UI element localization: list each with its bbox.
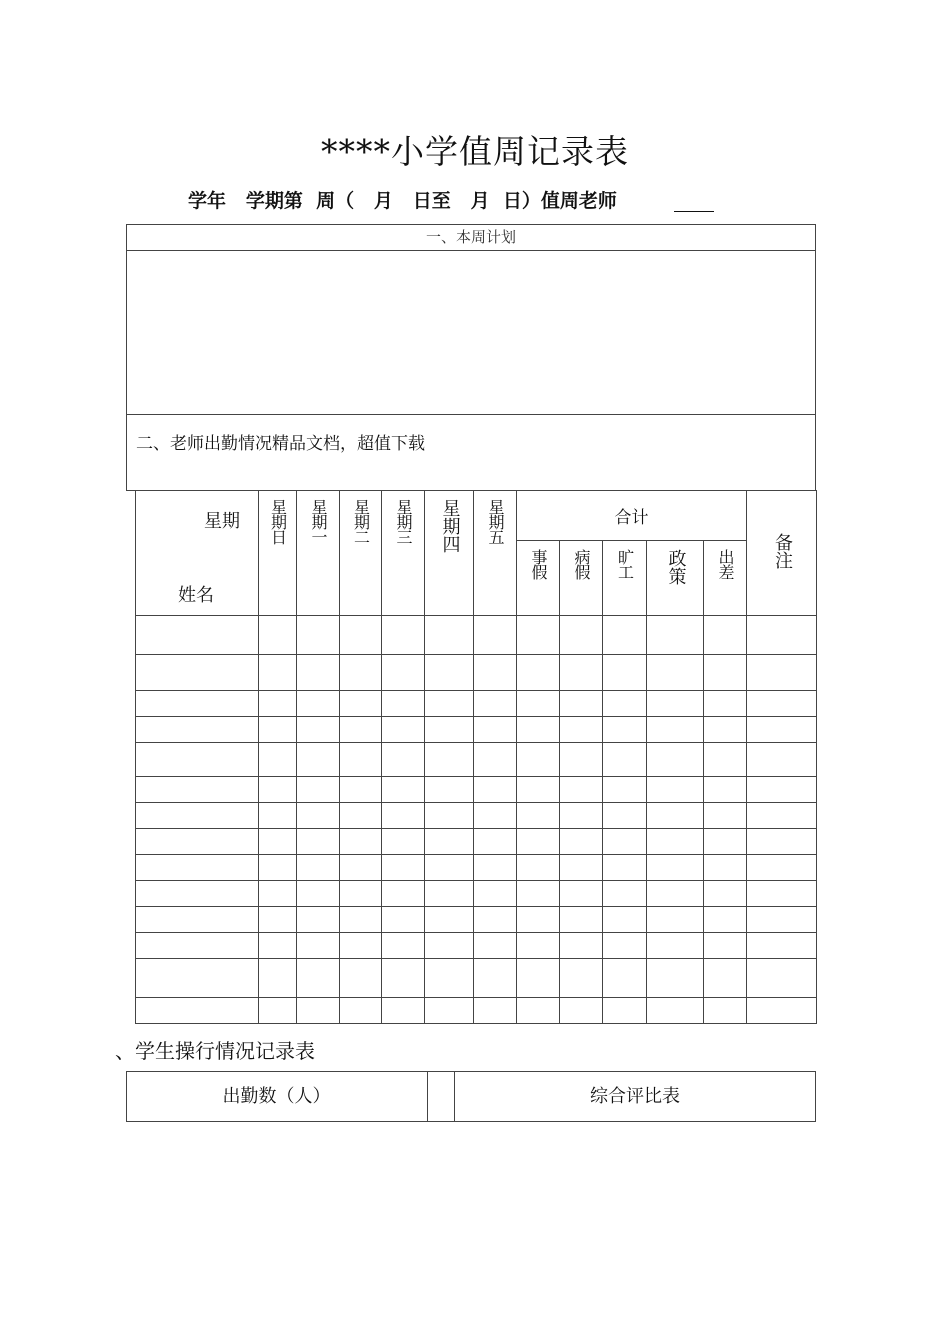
attendance-cell[interactable]	[425, 907, 474, 933]
table-row	[136, 855, 817, 881]
attendance-cell[interactable]	[425, 933, 474, 959]
attendance-count-label: 出勤数（人）	[222, 1086, 331, 1107]
attendance-cell[interactable]	[747, 998, 817, 1024]
attendance-cell[interactable]	[704, 855, 747, 881]
attendance-cell[interactable]	[340, 881, 382, 907]
attendance-cell[interactable]	[560, 717, 603, 743]
attendance-cell[interactable]	[747, 777, 817, 803]
attendance-cell[interactable]	[704, 881, 747, 907]
attendance-cell[interactable]	[297, 717, 340, 743]
attendance-cell[interactable]	[340, 933, 382, 959]
attendance-cell[interactable]	[425, 959, 474, 998]
attendance-cell[interactable]	[259, 881, 297, 907]
teacher-name-cell[interactable]	[136, 881, 259, 907]
attendance-cell[interactable]	[704, 616, 747, 655]
attendance-cell[interactable]	[704, 803, 747, 829]
teacher-name-cell[interactable]	[136, 855, 259, 881]
header-day-sunday: 星期日	[259, 491, 297, 616]
attendance-cell[interactable]	[474, 616, 517, 655]
attendance-cell[interactable]	[425, 655, 474, 691]
table-row	[136, 803, 817, 829]
attendance-cell[interactable]	[297, 803, 340, 829]
attendance-cell[interactable]	[297, 616, 340, 655]
attendance-cell[interactable]	[340, 829, 382, 855]
attendance-cell[interactable]	[340, 803, 382, 829]
attendance-cell[interactable]	[517, 717, 560, 743]
attendance-cell[interactable]	[704, 743, 747, 777]
attendance-cell[interactable]	[382, 881, 425, 907]
attendance-cell[interactable]	[603, 743, 647, 777]
attendance-cell[interactable]	[259, 777, 297, 803]
attendance-cell[interactable]	[297, 959, 340, 998]
attendance-cell[interactable]	[382, 691, 425, 717]
teacher-name-cell[interactable]	[136, 743, 259, 777]
attendance-cell[interactable]	[603, 803, 647, 829]
table-row	[136, 933, 817, 959]
attendance-cell[interactable]	[647, 881, 704, 907]
attendance-cell[interactable]	[517, 959, 560, 998]
attendance-cell[interactable]	[603, 655, 647, 691]
attendance-cell[interactable]	[425, 998, 474, 1024]
attendance-cell[interactable]	[560, 829, 603, 855]
weekly-plan-heading: 一、本周计划	[126, 224, 816, 251]
attendance-cell[interactable]	[340, 777, 382, 803]
attendance-cell[interactable]	[560, 616, 603, 655]
attendance-cell[interactable]	[474, 743, 517, 777]
attendance-cell[interactable]	[259, 933, 297, 959]
teacher-attendance-table	[135, 490, 817, 1024]
table-row	[136, 616, 817, 655]
attendance-cell[interactable]	[382, 777, 425, 803]
teacher-name-cell[interactable]	[136, 829, 259, 855]
attendance-cell[interactable]	[517, 655, 560, 691]
attendance-cell[interactable]	[747, 743, 817, 777]
attendance-cell[interactable]	[340, 717, 382, 743]
attendance-cell[interactable]	[340, 655, 382, 691]
attendance-cell[interactable]	[340, 743, 382, 777]
attendance-cell[interactable]	[603, 998, 647, 1024]
attendance-cell[interactable]	[474, 691, 517, 717]
attendance-cell[interactable]	[560, 959, 603, 998]
attendance-cell[interactable]	[647, 777, 704, 803]
attendance-cell[interactable]	[560, 777, 603, 803]
attendance-cell[interactable]	[560, 881, 603, 907]
table-row	[136, 907, 817, 933]
attendance-cell[interactable]	[603, 829, 647, 855]
attendance-cell[interactable]	[747, 855, 817, 881]
attendance-cell[interactable]	[259, 691, 297, 717]
attendance-cell[interactable]	[517, 855, 560, 881]
teacher-name-cell[interactable]	[136, 691, 259, 717]
attendance-cell[interactable]	[297, 655, 340, 691]
attendance-cell[interactable]	[382, 933, 425, 959]
attendance-cell[interactable]	[704, 933, 747, 959]
attendance-cell[interactable]	[474, 881, 517, 907]
header-absence: 旷工	[603, 541, 647, 616]
table-row	[136, 743, 817, 777]
attendance-cell[interactable]	[560, 691, 603, 717]
attendance-cell[interactable]	[603, 691, 647, 717]
attendance-cell[interactable]	[704, 829, 747, 855]
attendance-cell[interactable]	[425, 691, 474, 717]
table-row	[136, 998, 817, 1024]
attendance-cell[interactable]	[425, 855, 474, 881]
header-day-wednesday: 星期三	[382, 491, 425, 616]
table-row	[136, 691, 817, 717]
attendance-cell[interactable]	[474, 907, 517, 933]
attendance-cell[interactable]	[647, 717, 704, 743]
attendance-cell[interactable]	[747, 881, 817, 907]
attendance-cell[interactable]	[259, 907, 297, 933]
attendance-cell[interactable]	[259, 655, 297, 691]
attendance-cell[interactable]	[560, 803, 603, 829]
teacher-name-cell[interactable]	[136, 907, 259, 933]
attendance-cell[interactable]	[747, 959, 817, 998]
attendance-cell[interactable]	[297, 743, 340, 777]
header-day-tuesday: 星期二	[340, 491, 382, 616]
attendance-cell[interactable]	[382, 616, 425, 655]
attendance-cell[interactable]	[382, 717, 425, 743]
header-day-monday: 星期一	[297, 491, 340, 616]
attendance-cell[interactable]	[603, 717, 647, 743]
attendance-cell[interactable]	[297, 907, 340, 933]
teacher-name-cell[interactable]	[136, 717, 259, 743]
attendance-cell[interactable]	[425, 777, 474, 803]
attendance-cell[interactable]	[647, 743, 704, 777]
attendance-cell[interactable]	[425, 803, 474, 829]
attendance-cell[interactable]	[747, 616, 817, 655]
attendance-cell[interactable]	[297, 855, 340, 881]
attendance-cell[interactable]	[340, 855, 382, 881]
attendance-cell[interactable]	[474, 855, 517, 881]
attendance-cell[interactable]	[603, 855, 647, 881]
attendance-cell[interactable]	[340, 616, 382, 655]
teacher-name-underline	[674, 211, 714, 212]
attendance-cell[interactable]	[340, 959, 382, 998]
header-policy: 政策	[647, 541, 704, 616]
attendance-cell[interactable]	[517, 616, 560, 655]
attendance-cell[interactable]	[474, 959, 517, 998]
attendance-cell[interactable]	[382, 959, 425, 998]
teacher-name-cell[interactable]	[136, 777, 259, 803]
attendance-cell[interactable]	[425, 743, 474, 777]
attendance-cell[interactable]	[259, 855, 297, 881]
student-conduct-heading: 、学生操行情况记录表	[115, 1039, 315, 1063]
table-header-row	[136, 491, 817, 541]
attendance-cell[interactable]	[382, 998, 425, 1024]
header-sick-leave: 病假	[560, 541, 603, 616]
teacher-name-cell[interactable]	[136, 655, 259, 691]
attendance-cell[interactable]	[747, 829, 817, 855]
overall-evaluation-label: 综合评比表	[590, 1086, 680, 1107]
attendance-cell[interactable]	[647, 691, 704, 717]
attendance-cell[interactable]	[297, 933, 340, 959]
table-row	[136, 881, 817, 907]
header-total: 合计	[517, 491, 747, 541]
teacher-name-cell[interactable]	[136, 959, 259, 998]
attendance-cell[interactable]	[382, 655, 425, 691]
attendance-cell[interactable]	[747, 691, 817, 717]
attendance-cell[interactable]	[425, 829, 474, 855]
attendance-cell[interactable]	[560, 743, 603, 777]
attendance-cell[interactable]	[517, 933, 560, 959]
attendance-cell[interactable]	[517, 777, 560, 803]
attendance-cell[interactable]	[474, 803, 517, 829]
attendance-cell[interactable]	[517, 743, 560, 777]
attendance-cell[interactable]	[704, 777, 747, 803]
attendance-cell[interactable]	[560, 655, 603, 691]
attendance-cell[interactable]	[340, 907, 382, 933]
attendance-cell[interactable]	[297, 829, 340, 855]
attendance-cell[interactable]	[425, 616, 474, 655]
attendance-cell[interactable]	[747, 933, 817, 959]
page-title: ****小学值周记录表	[321, 132, 629, 171]
header-personal-leave: 事假	[517, 541, 560, 616]
attendance-cell[interactable]	[297, 998, 340, 1024]
attendance-cell[interactable]	[517, 881, 560, 907]
attendance-cell[interactable]	[259, 743, 297, 777]
table-row	[136, 717, 817, 743]
attendance-cell[interactable]	[603, 907, 647, 933]
attendance-cell[interactable]	[474, 717, 517, 743]
attendance-cell[interactable]	[382, 855, 425, 881]
teacher-attendance-heading: 二、老师出勤情况精品文档，超值下载	[136, 434, 425, 454]
attendance-cell[interactable]	[382, 907, 425, 933]
attendance-cell[interactable]	[474, 998, 517, 1024]
attendance-cell[interactable]	[747, 803, 817, 829]
corner-cell	[136, 491, 259, 616]
attendance-cell[interactable]	[259, 717, 297, 743]
attendance-cell[interactable]	[517, 907, 560, 933]
attendance-cell[interactable]	[647, 803, 704, 829]
attendance-cell[interactable]	[647, 998, 704, 1024]
week-info-line: 学年 学期第 周（ 月 日至 月 日）值周老师	[188, 190, 617, 212]
attendance-cell[interactable]	[259, 959, 297, 998]
attendance-cell[interactable]	[474, 933, 517, 959]
header-business-trip: 出差	[704, 541, 747, 616]
attendance-cell[interactable]	[382, 803, 425, 829]
attendance-cell[interactable]	[603, 933, 647, 959]
attendance-cell[interactable]	[747, 717, 817, 743]
teacher-name-cell[interactable]	[136, 803, 259, 829]
attendance-cell[interactable]	[425, 881, 474, 907]
attendance-cell[interactable]	[474, 655, 517, 691]
teacher-name-cell[interactable]	[136, 616, 259, 655]
attendance-cell[interactable]	[382, 743, 425, 777]
attendance-cell[interactable]	[517, 803, 560, 829]
attendance-cell[interactable]	[704, 959, 747, 998]
attendance-cell[interactable]	[340, 998, 382, 1024]
attendance-cell[interactable]	[259, 616, 297, 655]
attendance-cell[interactable]	[647, 655, 704, 691]
attendance-cell[interactable]	[747, 907, 817, 933]
weekly-plan-area[interactable]	[126, 250, 816, 415]
attendance-cell[interactable]	[647, 829, 704, 855]
attendance-cell[interactable]	[560, 855, 603, 881]
attendance-cell[interactable]	[297, 881, 340, 907]
attendance-cell[interactable]	[259, 829, 297, 855]
header-remarks: 备注	[747, 491, 817, 616]
attendance-cell[interactable]	[603, 616, 647, 655]
attendance-cell[interactable]	[603, 959, 647, 998]
attendance-cell[interactable]	[704, 655, 747, 691]
attendance-cell[interactable]	[704, 907, 747, 933]
attendance-cell[interactable]	[517, 691, 560, 717]
attendance-cell[interactable]	[747, 655, 817, 691]
attendance-cell[interactable]	[704, 717, 747, 743]
attendance-cell[interactable]	[517, 998, 560, 1024]
attendance-cell[interactable]	[603, 777, 647, 803]
corner-weekday-label: 星期	[204, 511, 240, 532]
table-row	[136, 777, 817, 803]
attendance-cell[interactable]	[560, 907, 603, 933]
header-day-thursday: 星期四	[425, 491, 474, 616]
attendance-cell[interactable]	[382, 829, 425, 855]
corner-name-label: 姓名	[178, 585, 214, 606]
attendance-cell[interactable]	[647, 616, 704, 655]
attendance-cell[interactable]	[259, 803, 297, 829]
attendance-cell[interactable]	[474, 777, 517, 803]
teacher-name-cell[interactable]	[136, 998, 259, 1024]
table-row	[136, 959, 817, 998]
attendance-cell[interactable]	[259, 998, 297, 1024]
attendance-cell[interactable]	[603, 881, 647, 907]
header-day-friday: 星期五	[474, 491, 517, 616]
attendance-cell[interactable]	[560, 998, 603, 1024]
attendance-cell[interactable]	[647, 933, 704, 959]
teacher-name-cell[interactable]	[136, 933, 259, 959]
attendance-cell[interactable]	[340, 691, 382, 717]
attendance-cell[interactable]	[704, 691, 747, 717]
attendance-cell[interactable]	[425, 717, 474, 743]
attendance-cell[interactable]	[297, 691, 340, 717]
attendance-cell[interactable]	[704, 998, 747, 1024]
attendance-cell[interactable]	[647, 855, 704, 881]
table-row	[136, 829, 817, 855]
attendance-cell[interactable]	[297, 777, 340, 803]
table-row	[136, 655, 817, 691]
table-divider	[427, 1071, 428, 1122]
attendance-cell[interactable]	[647, 907, 704, 933]
attendance-cell[interactable]	[474, 829, 517, 855]
attendance-cell[interactable]	[517, 829, 560, 855]
attendance-cell[interactable]	[560, 933, 603, 959]
attendance-cell[interactable]	[647, 959, 704, 998]
